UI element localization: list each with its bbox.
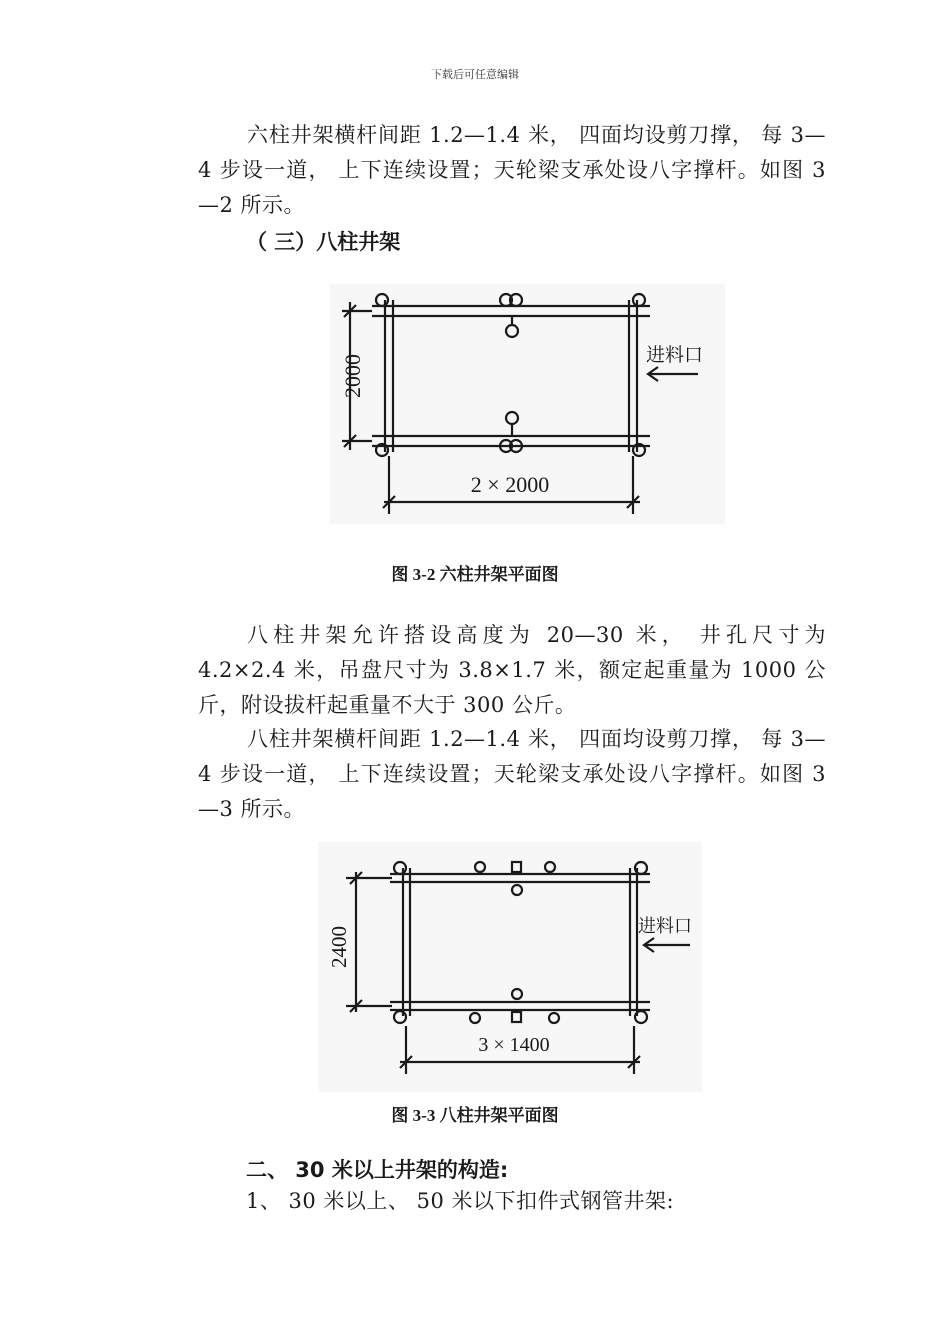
paragraph-six-column-rails: 六柱井架横杆间距 1.2—1.4 米， 四面均设剪刀撑， 每 3—4 步设一道， 上下连续设置；天轮梁支承处设八字撑杆。如图 3—2 所示。 <box>198 123 826 217</box>
figure1-horizontal-dimension: 2 × 2000 <box>470 472 550 497</box>
figure2-horizontal-dimension: 3 × 1400 <box>478 1034 550 1056</box>
figure1-entrance-label: 进料口 <box>646 344 704 366</box>
figure2-entrance-label: 进料口 <box>638 916 692 937</box>
figure-six-column-plan <box>330 284 725 524</box>
page-header: 下载后可任意编辑 <box>431 68 519 81</box>
heading-eight-column-derrick: （ 三）八柱井架 <box>246 230 401 254</box>
paragraph-eight-column-specs: 八柱井架允许搭设高度为 20—30 米， 井孔尺寸为 4.2×2.4 米，吊盘尺寸为 3.8×1.7 米，额定起重量为 1000 公斤，附设拔杆起重量不大于 300 公斤。 <box>198 623 826 717</box>
figure1-caption: 图 3-2 六柱井架平面图 <box>391 565 559 584</box>
figure2-caption: 图 3-3 八柱井架平面图 <box>391 1106 559 1125</box>
figure1-vertical-dimension: 2000 <box>340 354 365 398</box>
figure2-vertical-dimension: 2400 <box>327 926 351 968</box>
heading-item-one: 1、 30 米以上、 50 米以下扣件式钢管井架: <box>246 1189 675 1213</box>
heading-section-two: 二、 30 米以上井架的构造: <box>246 1158 509 1182</box>
paragraph-eight-column-rails: 八柱井架横杆间距 1.2—1.4 米， 四面均设剪刀撑， 每 3—4 步设一道， 上下连续设置；天轮梁支承处设八字撑杆。如图 3—3 所示。 <box>198 727 826 821</box>
figure-eight-column-plan <box>318 842 702 1092</box>
